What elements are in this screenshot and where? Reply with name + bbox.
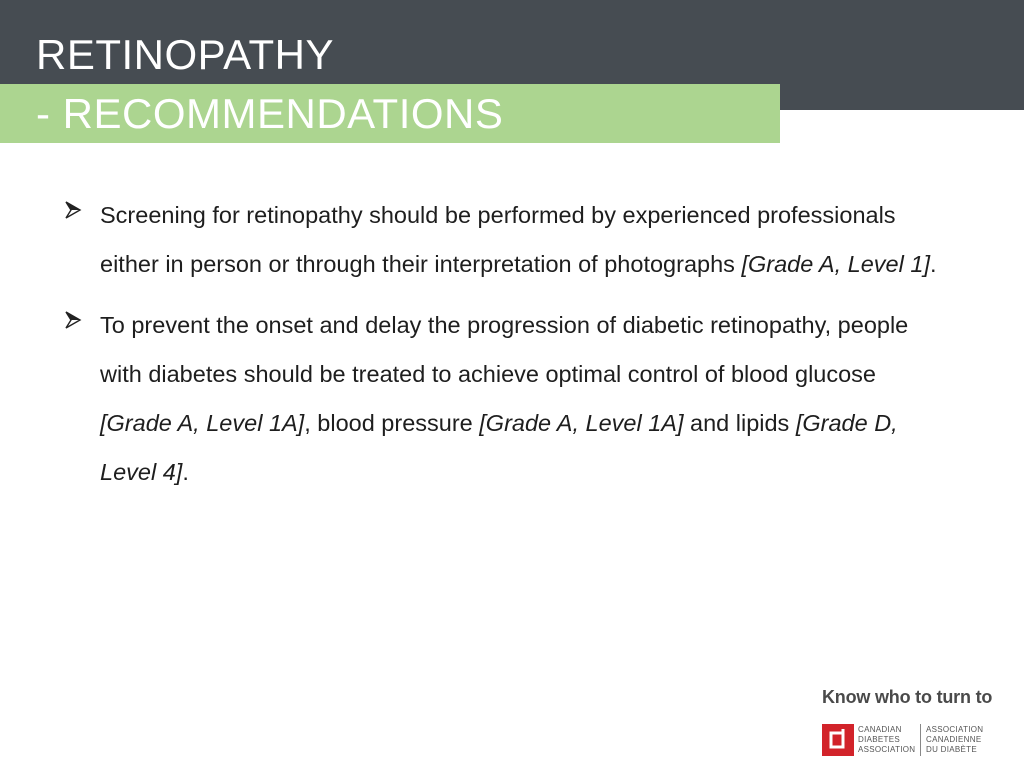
- logo-divider: [920, 724, 921, 756]
- evidence-grade: [Grade A, Level 1A]: [100, 410, 305, 436]
- evidence-grade: [Grade A, Level 1A]: [479, 410, 684, 436]
- cda-logo-mark-icon: [822, 724, 854, 756]
- logo-text-en: CANADIAN DIABETES ASSOCIATION: [858, 725, 916, 754]
- list-item: [62, 191, 942, 289]
- evidence-grade: [Grade A, Level 1]: [741, 251, 930, 277]
- arrow-bullet-icon: [64, 311, 82, 329]
- page-subtitle: - RECOMMENDATIONS: [36, 90, 504, 137]
- list-item: [62, 301, 942, 497]
- arrow-bullet-icon: [64, 201, 82, 219]
- evidence-grade: [Grade D, Level 4]: [100, 410, 898, 485]
- bullet-text: Screening for retinopathy should be performed by experienced professionals either in person or through their interpretation of photographs [Grade A, Level 1].: [100, 202, 937, 277]
- tagline: Know who to turn to: [822, 687, 993, 707]
- bullet-text: To prevent the onset and delay the progression of diabetic retinopathy, people with diabetes should be treated to achieve optimal control of blood glucose [Grade A, Level 1A], blood pressure [Grade A, Level 1A] and lipids [Grade D, Level 4].: [100, 312, 909, 485]
- page-title: RETINOPATHY: [36, 31, 334, 78]
- logo-text-fr: ASSOCIATION CANADIENNE DU DIABÈTE: [926, 725, 984, 754]
- recommendations-list: [62, 191, 942, 509]
- cda-logo: [822, 722, 992, 760]
